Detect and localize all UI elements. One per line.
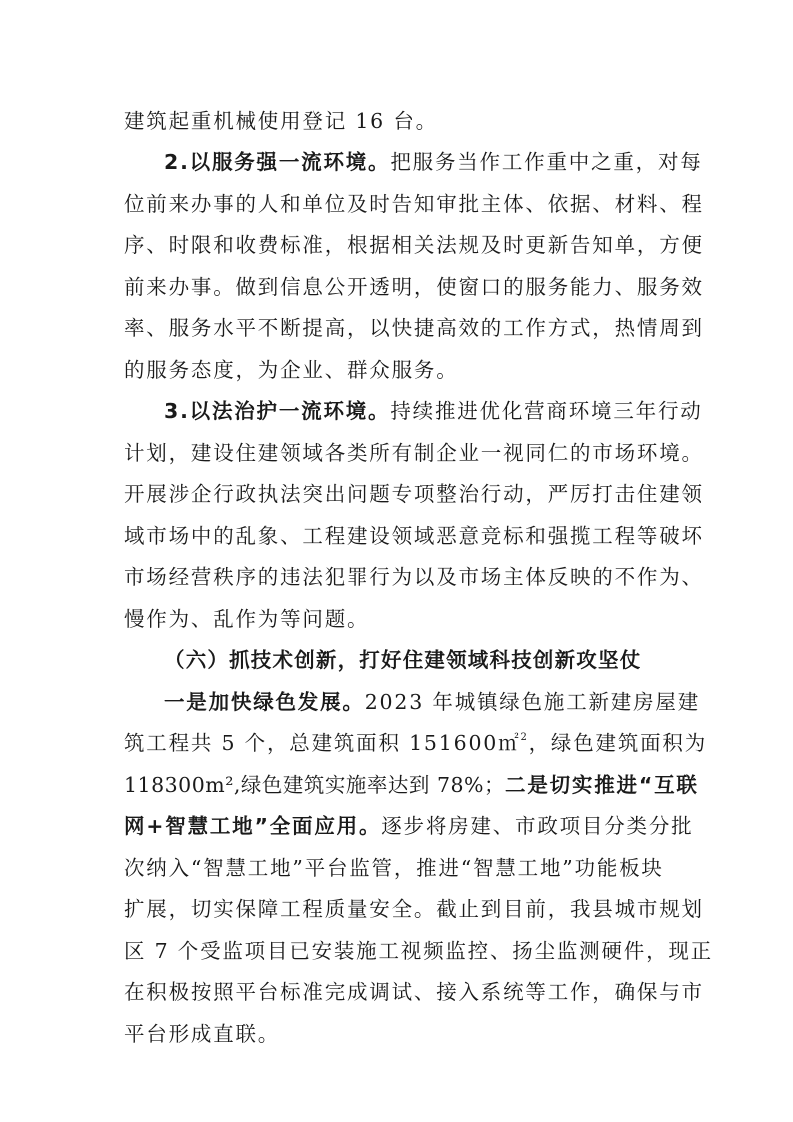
paragraph-line: [124, 854, 684, 882]
paragraph-line: [124, 771, 699, 799]
line-text: 区 7 个受监项目已安装施工视频监控、扬尘监测硬件，现正: [124, 939, 713, 963]
point-2-title-cont: 网+智慧工地”全面应用。: [124, 814, 382, 838]
line-text: 开展涉企行政执法突出问题专项整治行动，严厉打击住建领: [124, 482, 704, 506]
point-2-title: 二是切实推进“互联: [505, 773, 699, 797]
subsection-3-title: 3.以法治护一流环境。: [164, 399, 391, 423]
subsection-3-line: [164, 397, 703, 425]
paragraph-line: [124, 480, 704, 508]
subsection-2-title: 2.以服务强一流环境。: [164, 150, 391, 174]
line-text: 118300m²,绿色建筑实施率达到 78%；: [124, 773, 506, 797]
paragraph-line: [124, 231, 704, 259]
subsection-2-line: [164, 148, 703, 176]
line-text: 计划，建设住建领域各类所有制企业一视同仁的市场环境。: [124, 441, 704, 465]
line-text: 位前来办事的人和单位及时告知审批主体、依据、材料、程: [124, 192, 704, 216]
line-text: 持续推进优化营商环境三年行动: [390, 399, 703, 423]
paragraph-line: [124, 107, 684, 135]
line-text: ，绿色建筑面积为: [528, 731, 708, 755]
line-text: 在积极按照平台标准完成调试、接入系统等工作，确保与市: [124, 980, 704, 1004]
line-text: 平台形成直联。: [124, 1022, 281, 1046]
line-text: 次纳入“智慧工地”平台监管，推进“智慧工地”功能板块: [124, 856, 664, 880]
paragraph-line: [124, 605, 684, 633]
line-text: 扩展，切实保障工程质量安全。截止到目前，我县城市规划: [124, 897, 704, 921]
line-text: 市场经营秩序的违法犯罪行为以及市场主体反映的不作为、: [124, 565, 704, 589]
section-6-title: （六）抓技术创新，打好住建领域科技创新攻坚仗: [164, 648, 642, 672]
paragraph-line: [124, 439, 704, 467]
paragraph-line: [124, 356, 684, 384]
point-1-line: [164, 688, 700, 716]
line-text: 率、服务水平不断提高，以快捷高效的工作方式，热情周到: [124, 316, 704, 340]
paragraph-line: [124, 314, 704, 342]
paragraph-line: [124, 190, 704, 218]
paragraph-line: [124, 563, 704, 591]
line-text: 2023 年城镇绿色施工新建房屋建: [364, 690, 700, 714]
paragraph-line: [124, 812, 694, 840]
paragraph-line: [124, 978, 704, 1006]
point-1-title: 一是加快绿色发展。: [164, 690, 365, 714]
paragraph-line: [124, 1020, 684, 1048]
section-heading: [164, 646, 684, 674]
line-text: 序、时限和收费标准，根据相关法规及时更新告知单，方便: [124, 233, 704, 257]
line-text: 域市场中的乱象、工程建设领域恶意竞标和强揽工程等破坏: [124, 524, 704, 548]
line-text: 逐步将房建、市政项目分类分批: [381, 814, 694, 838]
superscript: 2: [520, 732, 529, 743]
line-text: 慢作为、乱作为等问题。: [124, 607, 370, 631]
line-text: 筑工程共 5 个，总建筑面积 151600㎡: [124, 731, 521, 755]
paragraph-line: [124, 937, 713, 965]
paragraph-line: [124, 895, 704, 923]
paragraph-line: [124, 522, 704, 550]
line-text: 前来办事。做到信息公开透明，使窗口的服务能力、服务效: [124, 275, 704, 299]
paragraph-line: [124, 729, 708, 757]
paragraph-line: [124, 273, 704, 301]
line-text: 建筑起重机械使用登记 16 台。: [124, 109, 438, 133]
line-text: 的服务态度，为企业、群众服务。: [124, 358, 459, 382]
line-text: 把服务当作工作重中之重，对每: [390, 150, 703, 174]
